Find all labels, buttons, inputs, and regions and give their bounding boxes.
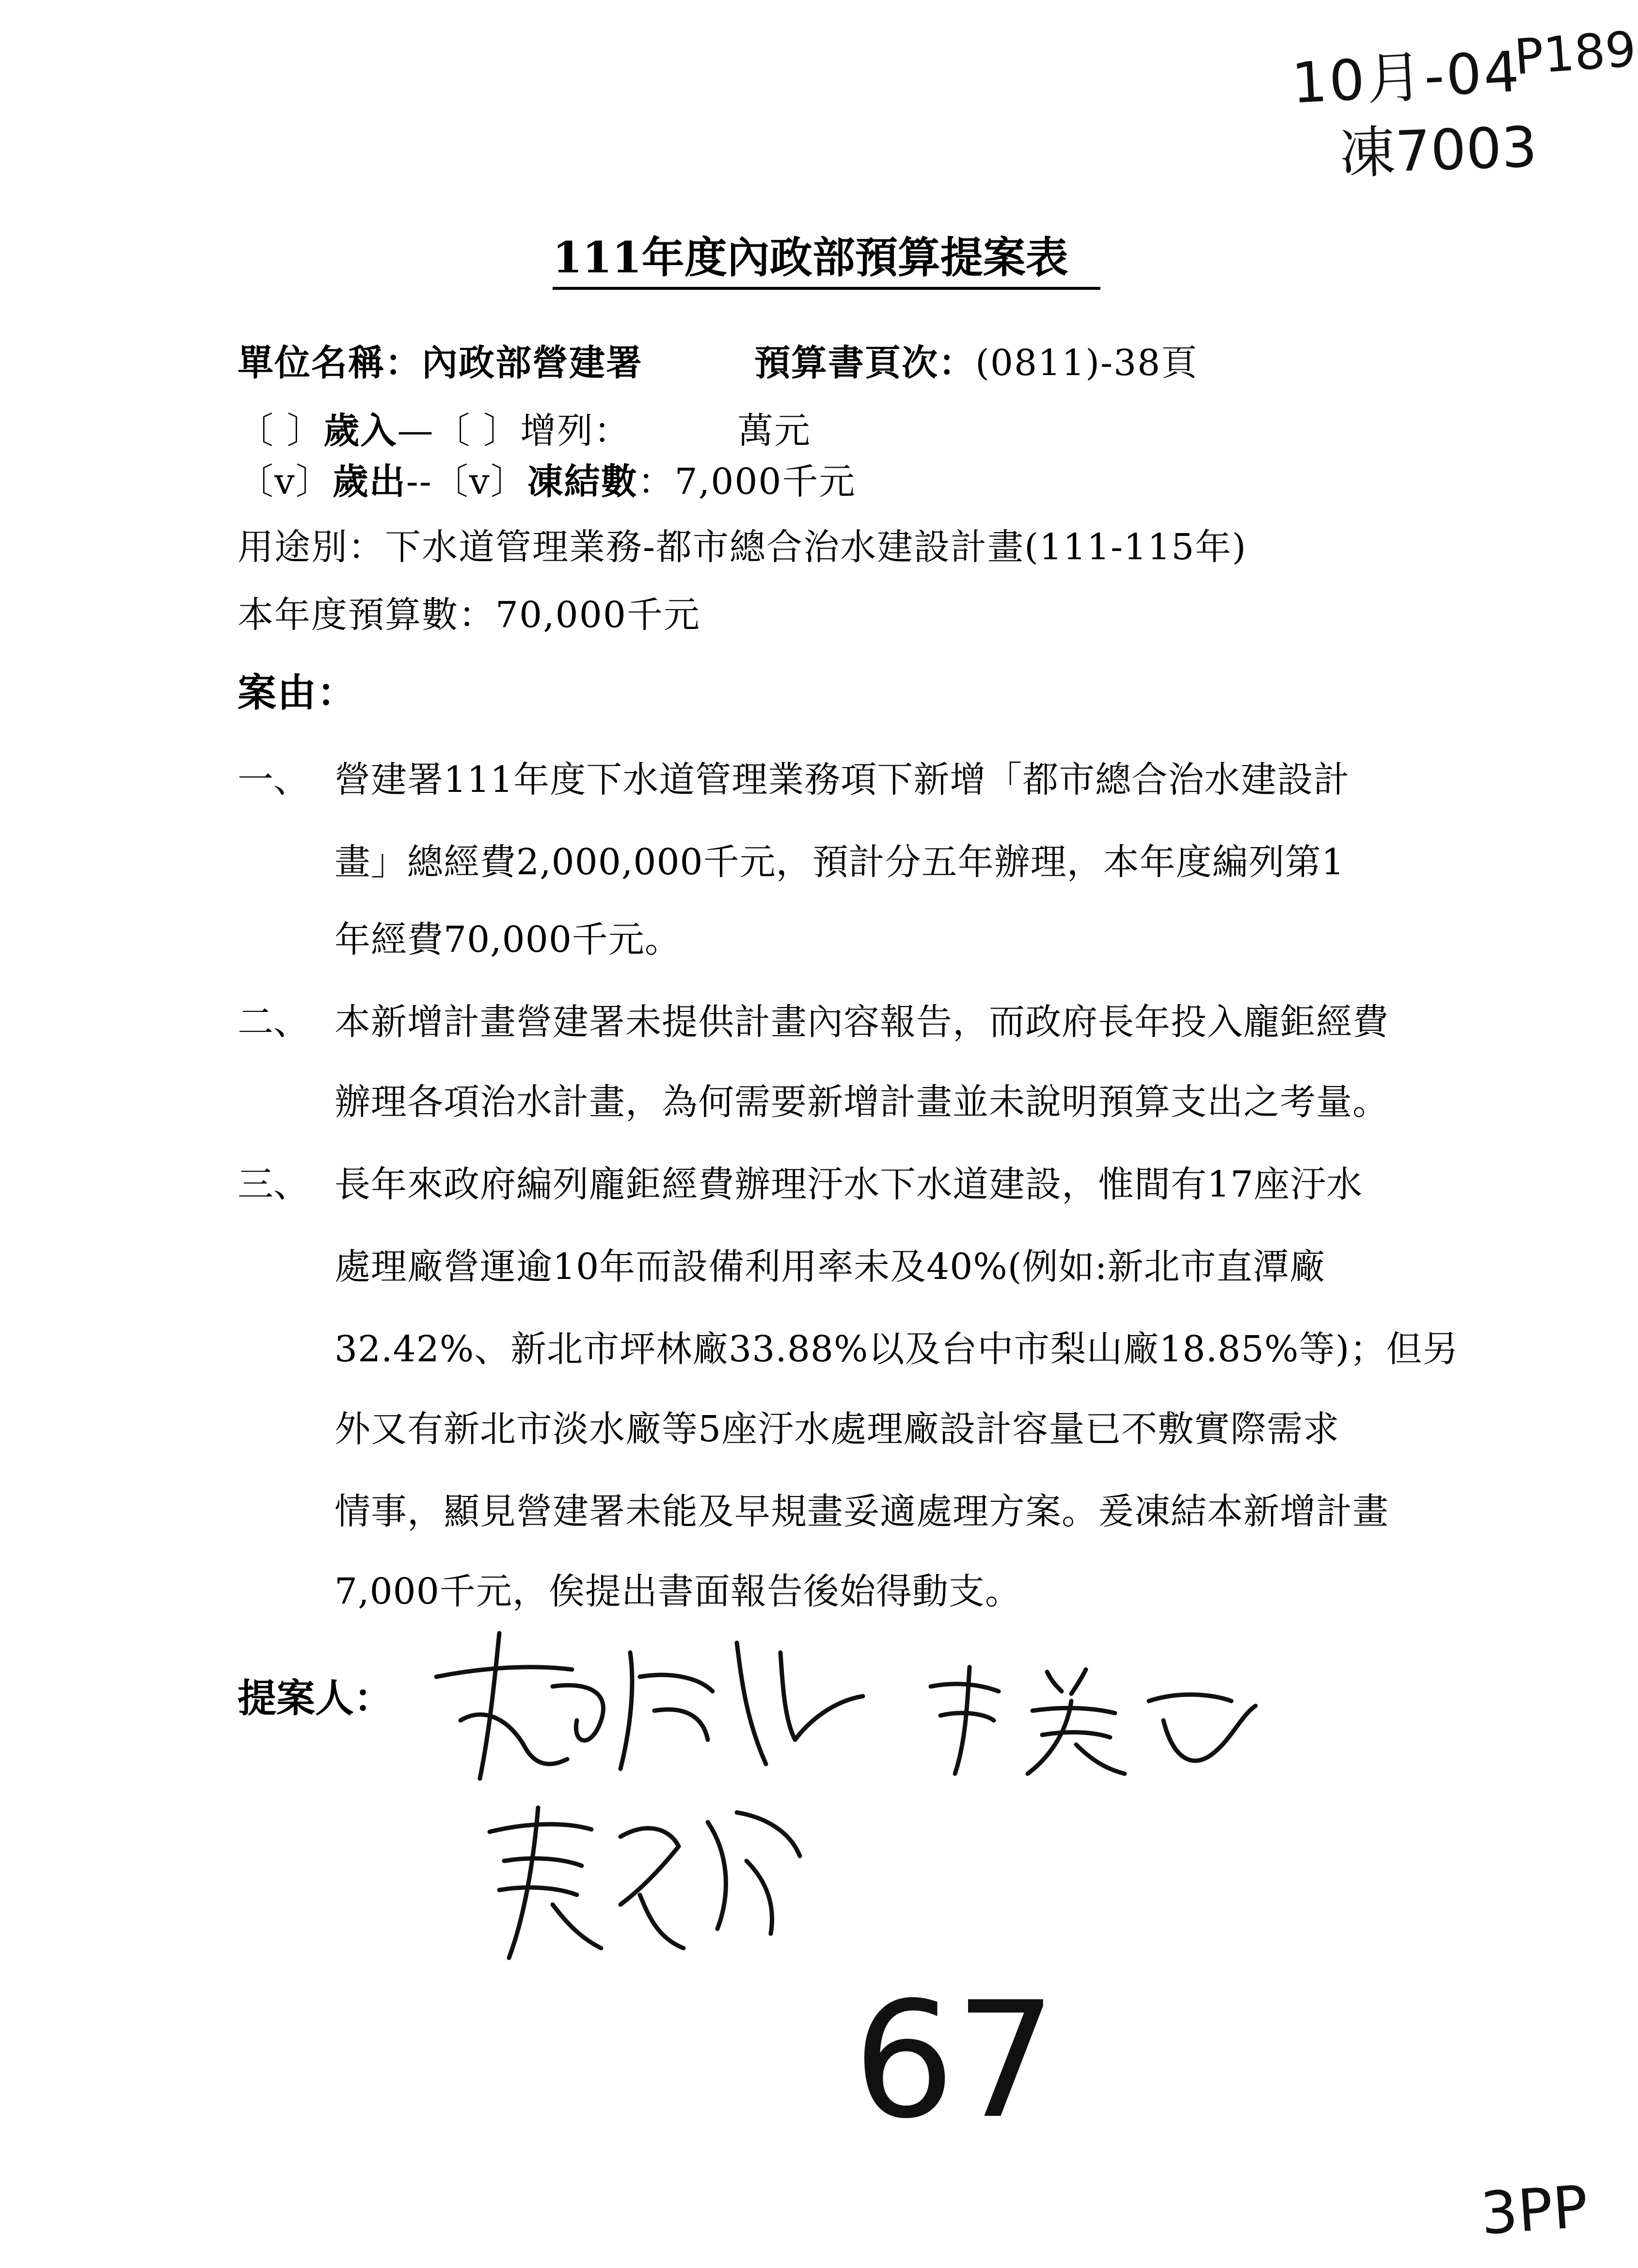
item-3-line-6: 7,000千元，俟提出書面報告後始得動支。 <box>334 1571 1021 1612</box>
item-1-line-3: 年經費70,000千元。 <box>334 919 681 961</box>
handwritten-code: 凍7003 <box>1338 114 1539 187</box>
increase-label: 增列： <box>520 410 631 452</box>
item-3-line-1: 長年來政府編列龐鉅經費辦理汙水下水道建設，惟間有17座汙水 <box>334 1164 1363 1205</box>
revenue-amount-unit: 萬元 <box>737 410 811 452</box>
expense-dash: -- <box>406 461 432 503</box>
budget-line: 本年度預算數：70,000千元 <box>238 594 700 636</box>
unit-label: 單位名稱： <box>238 342 422 384</box>
expense-line <box>238 453 856 504</box>
item-3-number: 三、 <box>238 1164 309 1205</box>
unit-line <box>238 334 1198 386</box>
expense-label: 歲出 <box>332 461 406 503</box>
item-3-line-5: 情事，顯見營建署未能及早規畫妥適處理方案。爰凍結本新增計畫 <box>334 1491 1389 1532</box>
expense-bracket-1: 〔v〕 <box>238 461 333 503</box>
proposer-label: 提案人： <box>238 1675 393 1721</box>
handwritten-page-number: 67 <box>853 1968 1057 2154</box>
item-3-line-3: 32.42%、新北市坪林廠33.88%以及台中市梨山廠18.85%等)；但另 <box>334 1328 1459 1370</box>
page-label: 預算書頁次： <box>754 342 975 384</box>
handwritten-footer-mark: 3PP <box>1479 2173 1590 2248</box>
revenue-line <box>238 402 811 454</box>
handwritten-reference: 10月-04 <box>1290 39 1523 116</box>
page-value: (0811)-38頁 <box>975 342 1198 384</box>
item-3-line-4: 外又有新北市淡水廠等5座汙水處理廠設計容量已不敷實際需求 <box>334 1408 1340 1450</box>
frozen-amount: ：7,000千元 <box>637 461 856 503</box>
revenue-label: 歲入 <box>323 410 398 452</box>
item-3-line-2: 處理廠營運逾10年而設備利用率未及40%(例如:新北市直潭廠 <box>334 1246 1326 1288</box>
document-title: 111年度內政部預算提案表 <box>553 224 1100 290</box>
purpose-line: 用途別：下水道管理業務-都市總合治水建設計畫(111-115年) <box>238 526 1247 568</box>
signature-3 <box>475 1793 824 1968</box>
item-2-number: 二、 <box>238 1001 309 1043</box>
item-1-line-2: 畫」總經費2,000,000千元，預計分五年辦理，本年度編列第1 <box>334 841 1345 883</box>
item-1-line-1: 營建署111年度下水道管理業務項下新增「都市總合治水建設計 <box>334 759 1350 801</box>
item-2-line-1: 本新增計畫營建署未提供計畫內容報告，而政府長年投入龐鉅經費 <box>334 1001 1389 1043</box>
signature-1 <box>427 1623 911 1783</box>
item-2-line-2: 辦理各項治水計畫，為何需要新增計畫並未說明預算支出之考量。 <box>334 1081 1389 1123</box>
revenue-bracket-1: 〔 〕 <box>238 410 324 452</box>
revenue-bracket-2: 〔 〕 <box>434 410 521 452</box>
item-1-number: 一、 <box>238 759 309 801</box>
signature-2 <box>921 1657 1260 1783</box>
frozen-label: 凍結數 <box>527 461 638 503</box>
handwritten-page-ref: P189 <box>1512 20 1638 86</box>
expense-bracket-2: 〔v〕 <box>432 461 527 503</box>
reason-heading: 案由： <box>238 670 357 715</box>
unit-value: 內政部營建署 <box>422 342 643 384</box>
revenue-dash: — <box>397 410 434 452</box>
